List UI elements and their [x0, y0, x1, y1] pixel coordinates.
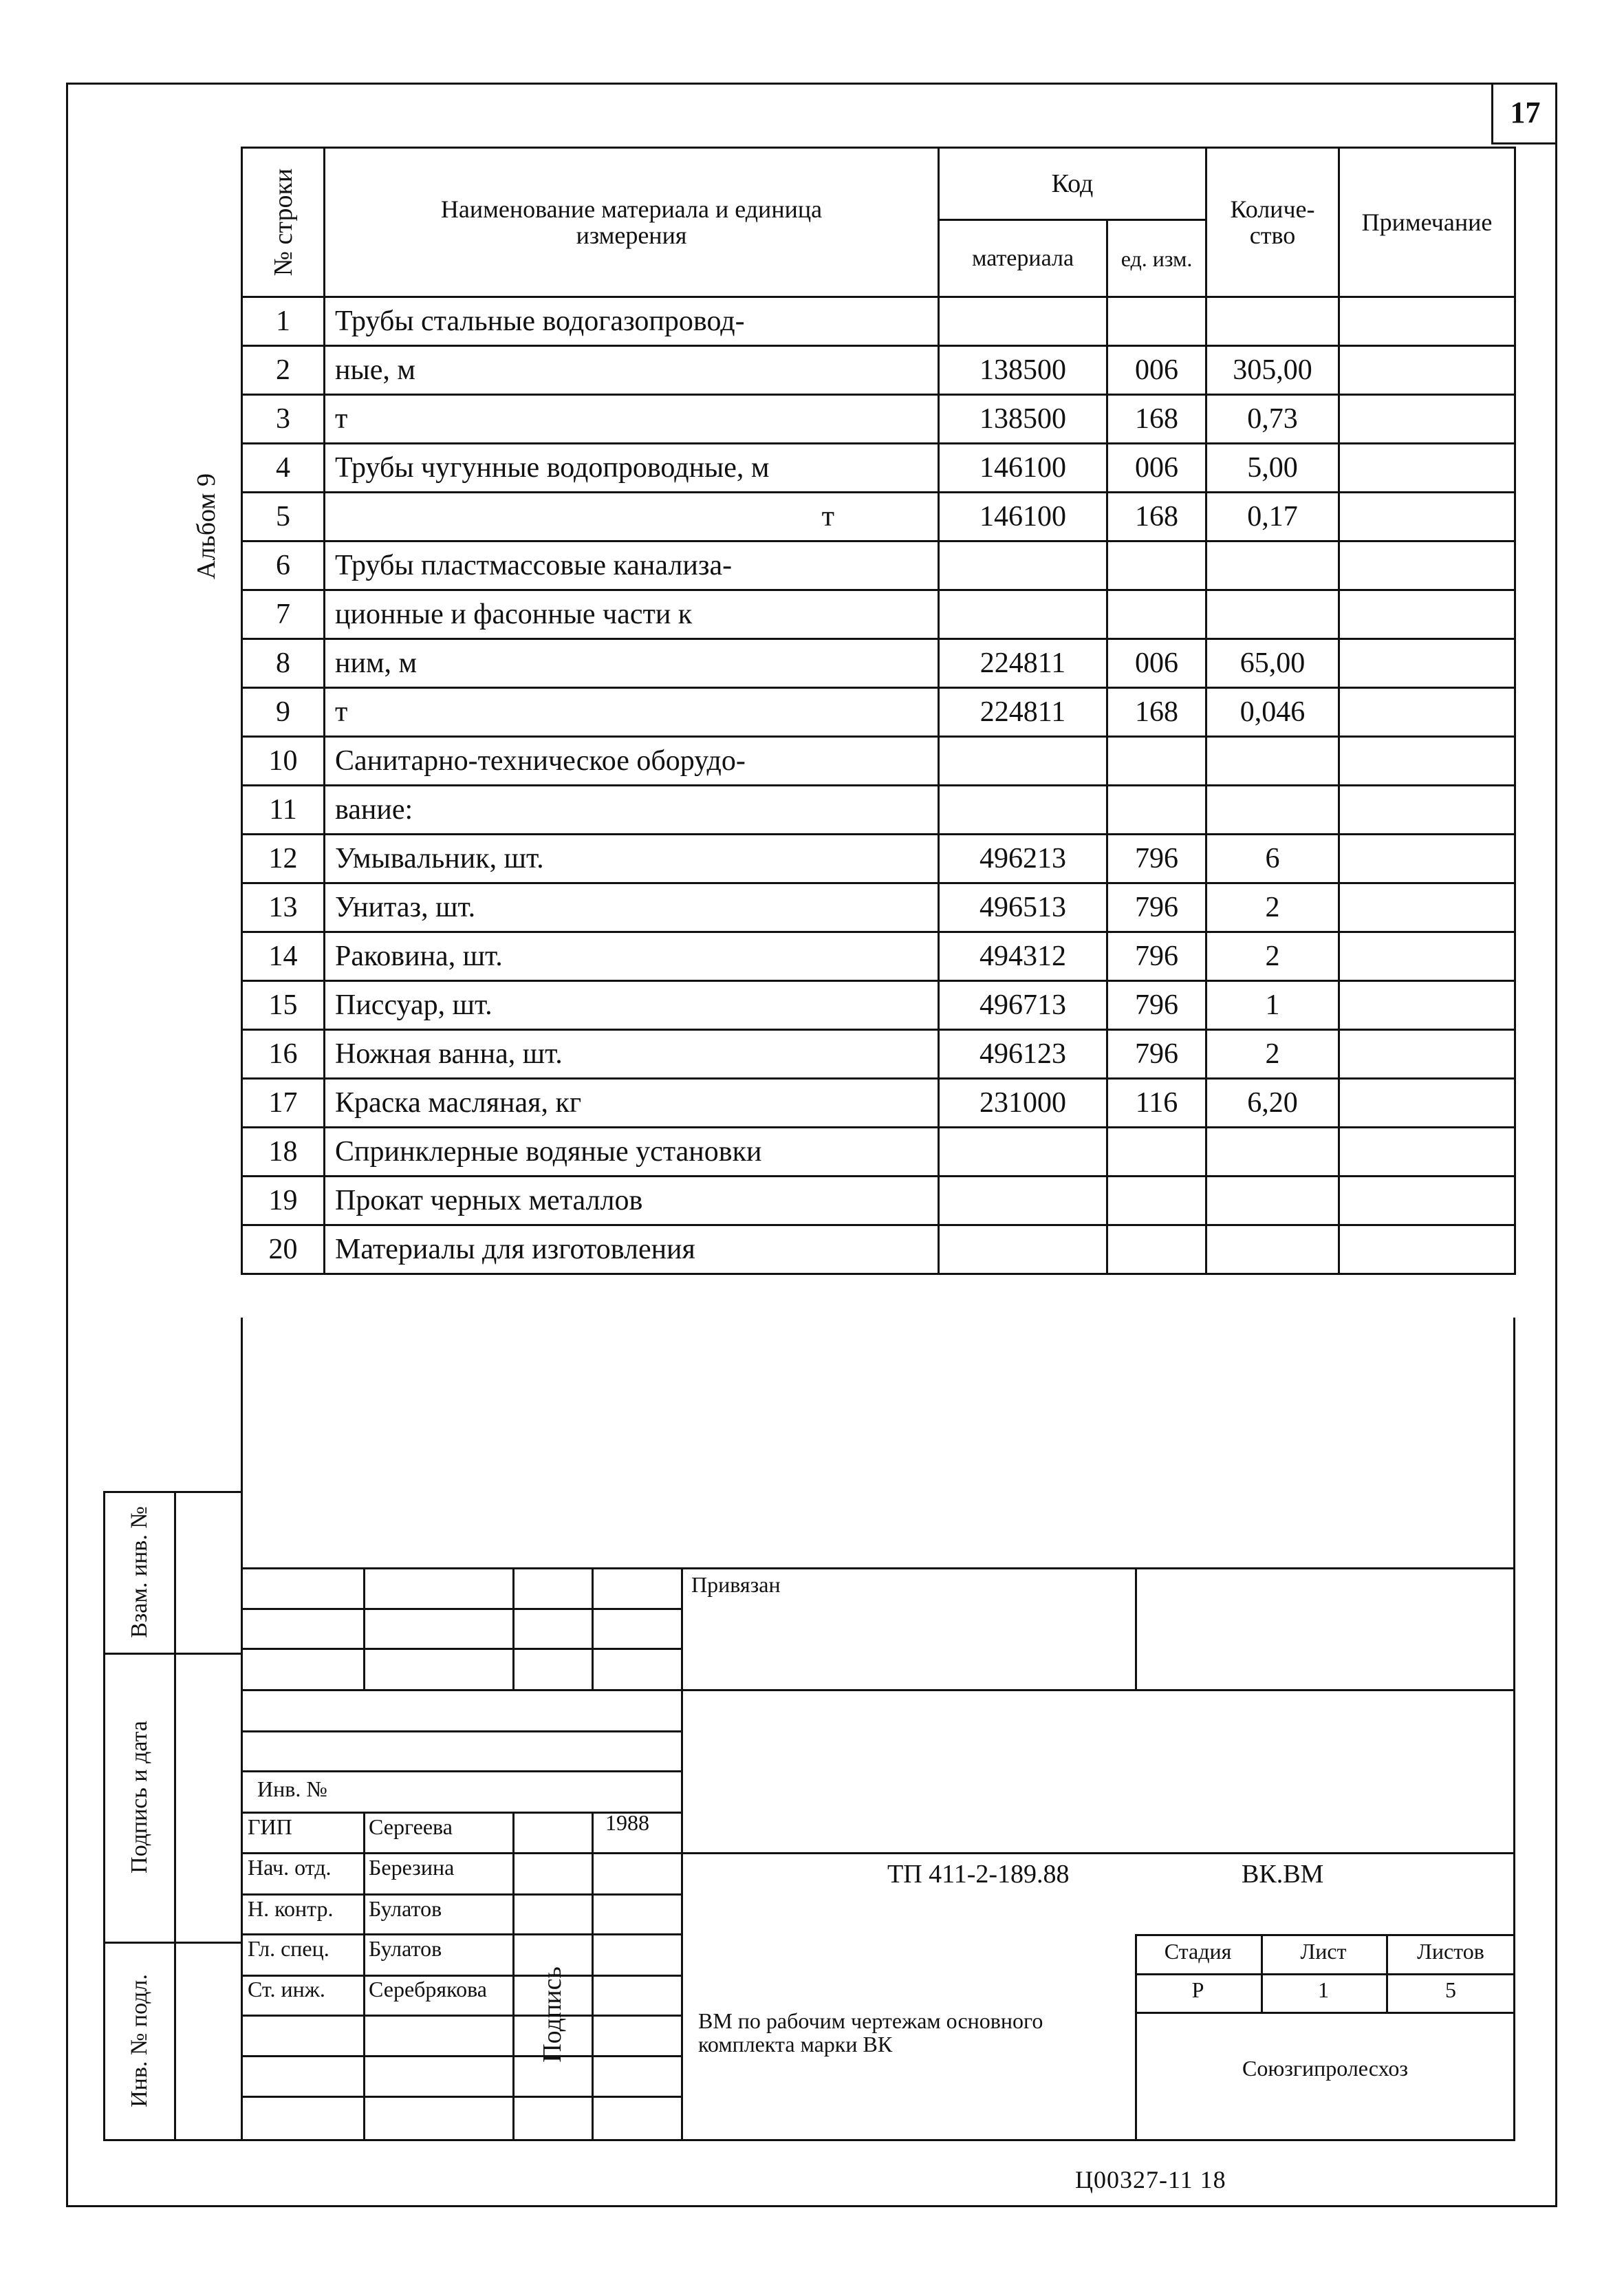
unit-code [1107, 1225, 1206, 1274]
material-code: 138500 [939, 346, 1107, 395]
note [1339, 297, 1515, 346]
materials-table [241, 147, 1516, 1275]
material-name: ним, м [325, 639, 939, 688]
table-row [242, 493, 1515, 541]
signer-role: Н. контр. [248, 1896, 334, 1921]
stage-value: Р [1191, 1977, 1204, 2002]
signer-name: Булатов [369, 1896, 442, 1921]
table-row [242, 883, 1515, 932]
table-row [242, 541, 1515, 590]
table-row [242, 1177, 1515, 1225]
signer-name: Булатов [369, 1936, 442, 1961]
material-code: 146100 [939, 493, 1107, 541]
table-row [242, 835, 1515, 883]
material-name: Санитарно-техническое оборудо- [325, 737, 939, 786]
table-row [242, 395, 1515, 444]
doc-mark: ВК.ВМ [1242, 1860, 1324, 1889]
material-code: 224811 [939, 688, 1107, 737]
material-code [939, 297, 1107, 346]
material-code: 138500 [939, 395, 1107, 444]
unit-code: 796 [1107, 1030, 1206, 1079]
note [1339, 590, 1515, 639]
material-name: Трубы чугунные водопроводные, м [325, 444, 939, 493]
note [1339, 1225, 1515, 1274]
row-number: 20 [242, 1225, 325, 1274]
page-number: 17 [1491, 83, 1557, 144]
note [1339, 541, 1515, 590]
material-name: ционные и фасонные части к [325, 590, 939, 639]
material-name: т [325, 395, 939, 444]
material-name: Писсуар, шт. [325, 981, 939, 1030]
note [1339, 639, 1515, 688]
header-quantity: Количе-ство [1206, 148, 1339, 297]
quantity [1206, 737, 1339, 786]
material-code: 231000 [939, 1079, 1107, 1128]
table-row [242, 932, 1515, 981]
signer-name: Серебрякова [369, 1977, 487, 2001]
material-code [939, 737, 1107, 786]
row-number: 11 [242, 786, 325, 835]
row-number: 9 [242, 688, 325, 737]
unit-code: 006 [1107, 639, 1206, 688]
quantity: 65,00 [1206, 639, 1339, 688]
quantity: 6,20 [1206, 1079, 1339, 1128]
table-row [242, 1128, 1515, 1177]
material-name: Трубы стальные водогазопровод- [325, 297, 939, 346]
quantity: 0,046 [1206, 688, 1339, 737]
header-code-material: материала [939, 220, 1107, 297]
material-code [939, 590, 1107, 639]
material-name: ные, м [325, 346, 939, 395]
unit-code: 796 [1107, 883, 1206, 932]
material-name: Спринклерные водяные установки [325, 1128, 939, 1177]
material-name: Умывальник, шт. [325, 835, 939, 883]
stage-label: Стадия [1164, 1939, 1232, 1964]
material-code: 496513 [939, 883, 1107, 932]
header-note: Примечание [1339, 148, 1515, 297]
row-number: 13 [242, 883, 325, 932]
table-row [242, 737, 1515, 786]
material-name: Прокат черных металлов [325, 1177, 939, 1225]
signer-role: Гл. спец. [248, 1936, 329, 1961]
row-number: 16 [242, 1030, 325, 1079]
material-code: 494312 [939, 932, 1107, 981]
material-name: вание: [325, 786, 939, 835]
inv-no-label: Инв. № [257, 1776, 327, 1801]
header-name: Наименование материала и единица измерения [325, 148, 939, 297]
unit-code: 006 [1107, 346, 1206, 395]
material-name: Трубы пластмассовые канализа- [325, 541, 939, 590]
note [1339, 395, 1515, 444]
unit-code [1107, 1128, 1206, 1177]
table-row [242, 1079, 1515, 1128]
row-number: 18 [242, 1128, 325, 1177]
table-row [242, 1030, 1515, 1079]
note [1339, 883, 1515, 932]
podpis-label: Подпись [538, 1966, 567, 2063]
material-name: Краска масляная, кг [325, 1079, 939, 1128]
note [1339, 786, 1515, 835]
side-stamp-mid [174, 1491, 176, 2141]
privyazan-label: Привязан [691, 1572, 781, 1597]
note [1339, 444, 1515, 493]
note [1339, 981, 1515, 1030]
inner-left-border [241, 1318, 243, 2141]
sheets-label: Листов [1417, 1939, 1484, 1964]
row-number: 2 [242, 346, 325, 395]
quantity [1206, 590, 1339, 639]
unit-code: 796 [1107, 932, 1206, 981]
side-stamp-top [103, 1491, 243, 1493]
quantity: 0,73 [1206, 395, 1339, 444]
header-row-no: № строки [242, 148, 325, 297]
row-number: 6 [242, 541, 325, 590]
quantity [1206, 541, 1339, 590]
unit-code [1107, 1177, 1206, 1225]
material-code [939, 541, 1107, 590]
row-number: 14 [242, 932, 325, 981]
table-row [242, 981, 1515, 1030]
table-row [242, 590, 1515, 639]
note [1339, 493, 1515, 541]
table-row [242, 1225, 1515, 1274]
row-number: 19 [242, 1177, 325, 1225]
unit-code [1107, 590, 1206, 639]
material-code [939, 1128, 1107, 1177]
row-number: 10 [242, 737, 325, 786]
row-number: 5 [242, 493, 325, 541]
quantity: 1 [1206, 981, 1339, 1030]
note [1339, 1177, 1515, 1225]
material-name: Ножная ванна, шт. [325, 1030, 939, 1079]
quantity: 305,00 [1206, 346, 1339, 395]
material-code: 496123 [939, 1030, 1107, 1079]
unit-code [1107, 297, 1206, 346]
quantity [1206, 1128, 1339, 1177]
quantity: 2 [1206, 932, 1339, 981]
note [1339, 1079, 1515, 1128]
unit-code: 168 [1107, 688, 1206, 737]
material-code: 496213 [939, 835, 1107, 883]
doc-title: ВМ по рабочим чертежам основного комплекта марки ВК [698, 2008, 1043, 2057]
quantity [1206, 786, 1339, 835]
table-row [242, 688, 1515, 737]
signer-name: Сергеева [369, 1814, 453, 1839]
unit-code: 796 [1107, 981, 1206, 1030]
doc-code: ТП 411-2-189.88 [887, 1860, 1070, 1889]
note [1339, 688, 1515, 737]
quantity: 5,00 [1206, 444, 1339, 493]
note [1339, 932, 1515, 981]
header-code: Код [939, 148, 1206, 220]
sheets-value: 5 [1445, 1977, 1456, 2002]
signer-role: Нач. отд. [248, 1855, 332, 1880]
material-code: 496713 [939, 981, 1107, 1030]
organization: Союзгипролесхоз [1242, 2056, 1408, 2081]
quantity: 2 [1206, 1030, 1339, 1079]
table-row [242, 444, 1515, 493]
material-name: Раковина, шт. [325, 932, 939, 981]
quantity: 6 [1206, 835, 1339, 883]
material-name: Материалы для изготовления [325, 1225, 939, 1274]
quantity: 2 [1206, 883, 1339, 932]
signer-role: Ст. инж. [248, 1977, 325, 2001]
material-name: т [325, 493, 939, 541]
podpis-data-label: Подпись и дата [127, 1721, 152, 1874]
signer-role: ГИП [248, 1814, 292, 1839]
table-row [242, 346, 1515, 395]
material-name: т [325, 688, 939, 737]
row-number: 15 [242, 981, 325, 1030]
row-number: 1 [242, 297, 325, 346]
note [1339, 835, 1515, 883]
unit-code [1107, 737, 1206, 786]
note [1339, 737, 1515, 786]
material-code [939, 786, 1107, 835]
inner-right-border [1513, 1318, 1515, 2141]
inv-podl-label: Инв. № подл. [127, 1974, 152, 2107]
quantity [1206, 297, 1339, 346]
unit-code: 116 [1107, 1079, 1206, 1128]
note [1339, 1128, 1515, 1177]
material-code [939, 1225, 1107, 1274]
quantity: 0,17 [1206, 493, 1339, 541]
table-row [242, 786, 1515, 835]
note [1339, 1030, 1515, 1079]
album-label: Альбом 9 [192, 473, 221, 579]
unit-code: 006 [1107, 444, 1206, 493]
row-number: 3 [242, 395, 325, 444]
row-number: 4 [242, 444, 325, 493]
table-row [242, 297, 1515, 346]
row-number: 7 [242, 590, 325, 639]
unit-code: 796 [1107, 835, 1206, 883]
material-code: 146100 [939, 444, 1107, 493]
row-number: 12 [242, 835, 325, 883]
quantity [1206, 1225, 1339, 1274]
row-number: 17 [242, 1079, 325, 1128]
side-stamp-left [103, 1491, 105, 2141]
unit-code: 168 [1107, 493, 1206, 541]
unit-code [1107, 541, 1206, 590]
material-code: 224811 [939, 639, 1107, 688]
quantity [1206, 1177, 1339, 1225]
table-row [242, 639, 1515, 688]
row-number: 8 [242, 639, 325, 688]
material-code [939, 1177, 1107, 1225]
sheet-label: Лист [1300, 1939, 1347, 1964]
signer-name: Березина [369, 1855, 455, 1880]
note [1339, 346, 1515, 395]
header-code-unit: ед. изм. [1107, 220, 1206, 297]
unit-code [1107, 786, 1206, 835]
sheet-value: 1 [1318, 1977, 1329, 2002]
unit-code: 168 [1107, 395, 1206, 444]
footer-code: Ц00327-11 18 [1075, 2166, 1226, 2193]
material-name: Унитаз, шт. [325, 883, 939, 932]
vzam-inv-label: Взам. инв. № [127, 1506, 152, 1638]
signer-date: 1988 [605, 1810, 649, 1835]
